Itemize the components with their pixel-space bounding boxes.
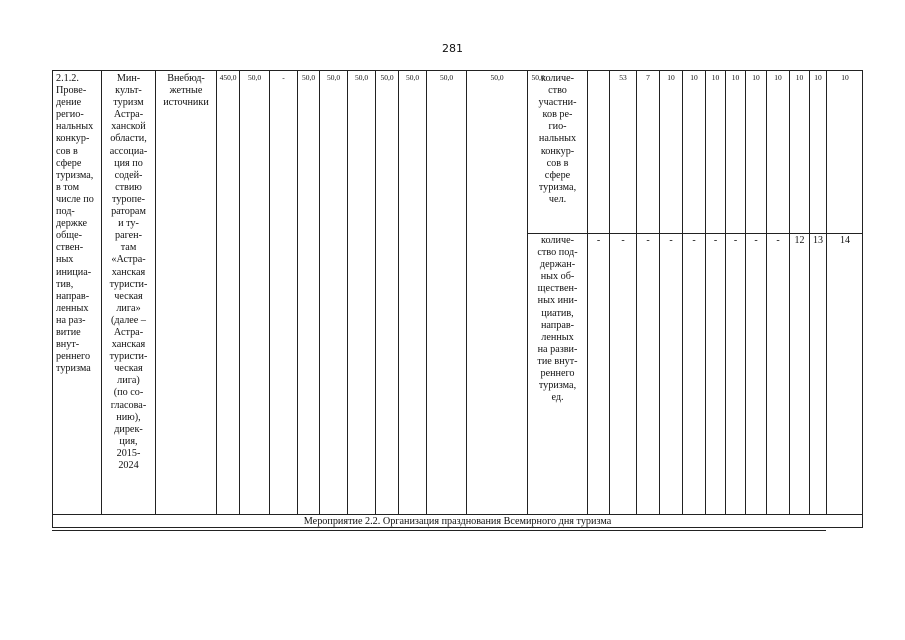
section-footer-row <box>52 515 863 528</box>
finance-year: 50,0 <box>531 73 545 82</box>
col-line <box>426 71 427 514</box>
finance-year: 50,0 <box>380 73 394 82</box>
finance-year: 50,0 <box>439 73 454 82</box>
finance-year: 50,0 <box>247 73 262 82</box>
indicator-value: 10 <box>690 73 698 82</box>
indicator-value: 7 <box>646 73 650 82</box>
indicator-value: - <box>596 235 601 246</box>
indicator-value: 10 <box>667 73 675 82</box>
col-line <box>398 71 399 514</box>
funding-source: Внебюд- жетные источники <box>163 73 209 109</box>
col-line <box>705 71 706 514</box>
col-line <box>297 71 298 514</box>
col-line <box>789 71 790 514</box>
indicator-value: - <box>713 235 718 246</box>
indicator-value: 10 <box>752 73 760 82</box>
col-line <box>659 71 660 514</box>
indicator-value: 13 <box>813 235 823 246</box>
footer-measure-title: Мероприятие 2.2. Организация празднования Всемирного дня туризма <box>303 516 612 527</box>
finance-year: - <box>282 73 285 82</box>
indicator-value: - <box>733 235 738 246</box>
indicator-value: 53 <box>619 73 627 82</box>
indicator-value: - <box>646 235 650 246</box>
col-line <box>466 71 467 514</box>
indicator-participants: количе- ство участни- ков ре- гио- нальных конкур- сов в сфере туризма, чел. <box>538 73 577 205</box>
col-line <box>269 71 270 514</box>
col-line <box>636 71 637 514</box>
indicator-value: 10 <box>774 73 782 82</box>
indicator-initiatives: количе- ство под- держан- ных об- ществен- ных ини- циатив, направ- ленных на разви- тие внут- реннего туризма, ед. <box>537 235 578 404</box>
indicator-value: 10 <box>711 73 720 82</box>
footer-underline <box>52 530 826 531</box>
indicator-value: - <box>669 235 673 246</box>
finance-year: 50,0 <box>326 73 341 82</box>
executor: Мин- культ- туризм Астра- ханской области, ассоциа- ция по содей- ствию туропе- раторам и ту- раген- там «Астра- ханская туристи- ческая лига» (далее – Астра- ханская туристи- ческая лига) (по со- гласова- нию), дирек- ция, 2015- 2024 <box>109 73 148 471</box>
indicator-value: - <box>776 235 780 246</box>
col-line <box>809 71 810 514</box>
indicator-value: 10 <box>731 73 740 82</box>
col-line <box>766 71 767 514</box>
col-line <box>725 71 726 514</box>
indicator-value: 10 <box>841 73 849 82</box>
col-line <box>347 71 348 514</box>
finance-year: 50,0 <box>301 73 316 82</box>
col-line <box>609 71 610 514</box>
col-line <box>319 71 320 514</box>
finance-year: 50,0 <box>354 73 369 82</box>
finance-year: 50,0 <box>405 73 420 82</box>
col-line <box>216 71 217 514</box>
indicator-value: 12 <box>794 235 805 246</box>
indicator-value: 10 <box>814 73 822 82</box>
finance-total: 450,0 <box>219 73 237 82</box>
indicator-value: - <box>621 235 625 246</box>
col-line <box>375 71 376 514</box>
row-divider <box>527 233 862 234</box>
col-line <box>682 71 683 514</box>
indicator-value: 14 <box>840 235 850 246</box>
program-table <box>52 70 863 515</box>
col-line <box>826 71 827 514</box>
col-line <box>587 71 588 514</box>
col-line <box>155 71 156 514</box>
measure-code-name: 2.1.2. Прове- дение регио- нальных конкур- сов в сфере туризма, в том числе по под- держке обще- ствен- ных инициа- тив, направ- ленных на раз- витие внут- реннего туризма <box>56 73 94 375</box>
finance-year: 50,0 <box>490 73 504 82</box>
indicator-value: - <box>692 235 696 246</box>
col-line <box>239 71 240 514</box>
page-number: 281 <box>442 42 463 55</box>
indicator-value: - <box>754 235 758 246</box>
indicator-value: 10 <box>795 73 804 82</box>
col-line <box>745 71 746 514</box>
